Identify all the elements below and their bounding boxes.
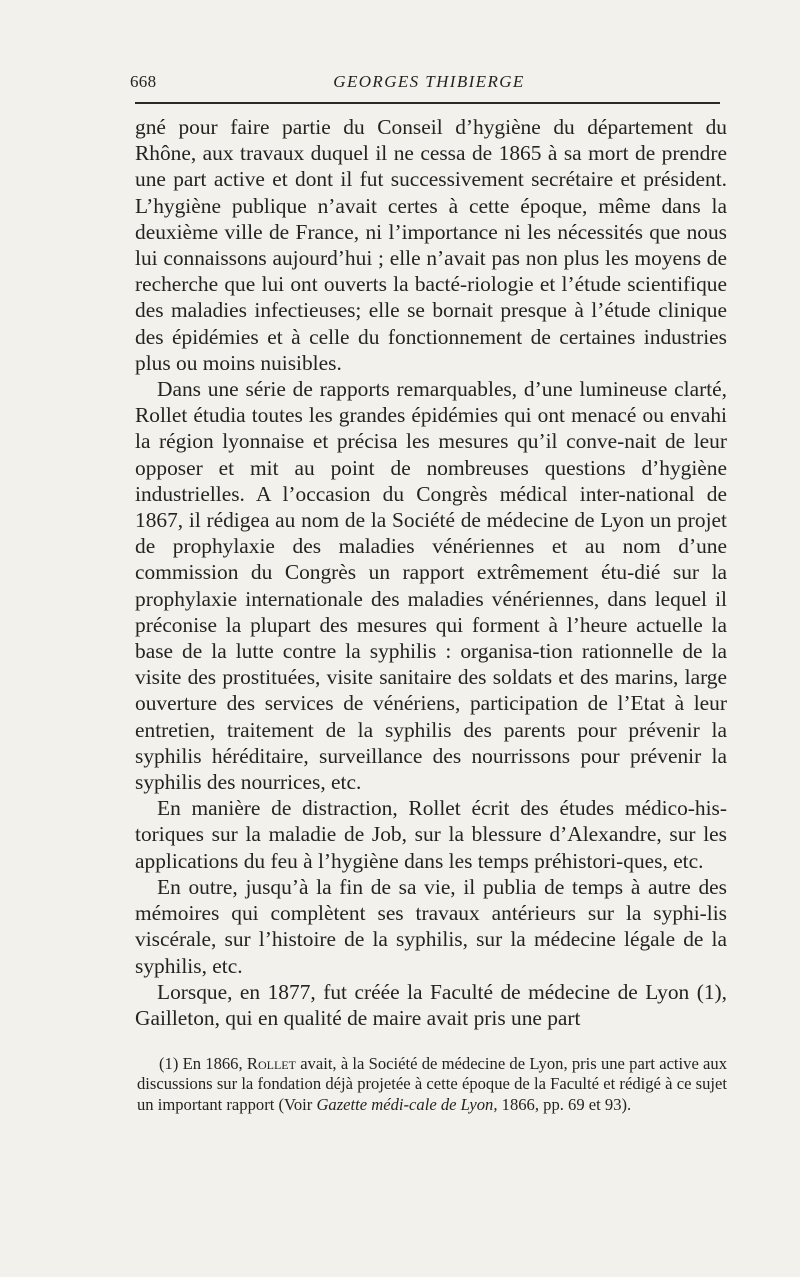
footnote-marker: (1) xyxy=(159,1054,179,1073)
footnote-text: avait, à la Société de médecine de Lyon, pris une part active aux discussions sur la fondation déjà projetée à cette époque de la Faculté et rédigé à ce sujet un important rapport (Voir xyxy=(137,1054,728,1114)
footnote-1 xyxy=(137,1054,727,1115)
footnote-author: Rollet xyxy=(246,1054,296,1073)
body-text xyxy=(135,114,727,1031)
running-head: GEORGES THIBIERGE xyxy=(333,72,525,91)
paragraph-1: gné pour faire partie du Conseil d’hygiène du département du Rhône, aux travaux duquel il ne cessa de 1865 à sa mort de prendre une part active et dont il fut successivement secrétaire et président. L’hygiène publique n’avait certes à cette époque, même dans la deuxième ville de France, ni l’importance ni les nécessités que nous lui connaissons aujourd’hui ; elle n’avait pas non plus les moyens de recherche que lui ont ouverts la bacté-riologie et l’étude scientifique des maladies infectieuses; elle se bornait presque à l’étude clinique des épidémies et à celle du fonctionnement de certaines industries plus ou moins nuisibles. xyxy=(135,115,727,375)
page-number: 668 xyxy=(130,72,157,91)
paragraph-5: Lorsque, en 1877, fut créée la Faculté de médecine de Lyon (1), Gailleton, qui en qualité de maire avait pris une part xyxy=(135,979,727,1030)
paragraph-3: En manière de distraction, Rollet écrit des études médico-his-toriques sur la maladie de Job, sur la blessure d’Alexandre, sur les applications du feu à l’hygiène dans les temps préhistori-ques, etc. xyxy=(135,796,727,873)
paragraph-2: Dans une série de rapports remarquables, d’une lumineuse clarté, Rollet étudia toutes les grandes épidémies qui ont menacé ou envahi la région lyonnaise et précisa les mesures qu’il conve-nait de leur opposer et mit au point de nombreuses questions d’hygiène industrielles. A l’occasion du Congrès médical inter-national de 1867, il rédigea au nom de la Société de médecine de Lyon un projet de prophylaxie des maladies vénériennes et au nom d’une commission du Congrès un rapport extrêmement étu-dié sur la prophylaxie internationale des maladies vénériennes, dans lequel il préconise la plupart des mesures qui forment à l’heure actuelle la base de la lutte contre la syphilis : organisa-tion rationnelle de la visite des prostituées, visite sanitaire des soldats et des marins, large ouverture des services de vénériens, participation de l’Etat à leur entretien, traitement de la syphilis des parents pour prévenir la syphilis héréditaire, surveillance des nourrissons pour prévenir la syphilis des nourrices, etc. xyxy=(135,377,727,795)
footnotes xyxy=(137,1054,727,1115)
footnote-year: En 1866, xyxy=(182,1054,243,1073)
page-header xyxy=(130,70,728,98)
footnote-journal: Gazette médi-cale de Lyon, xyxy=(316,1094,498,1114)
footnote-citation: 1866, pp. 69 et 93). xyxy=(501,1094,632,1114)
paragraph-4: En outre, jusqu’à la fin de sa vie, il publia de temps à autre des mémoires qui complètent ses travaux antérieurs sur la syphi-lis viscérale, sur l’histoire de la syphilis, sur la médecine légale de la syphilis, etc. xyxy=(135,874,727,978)
header-rule xyxy=(135,102,720,104)
